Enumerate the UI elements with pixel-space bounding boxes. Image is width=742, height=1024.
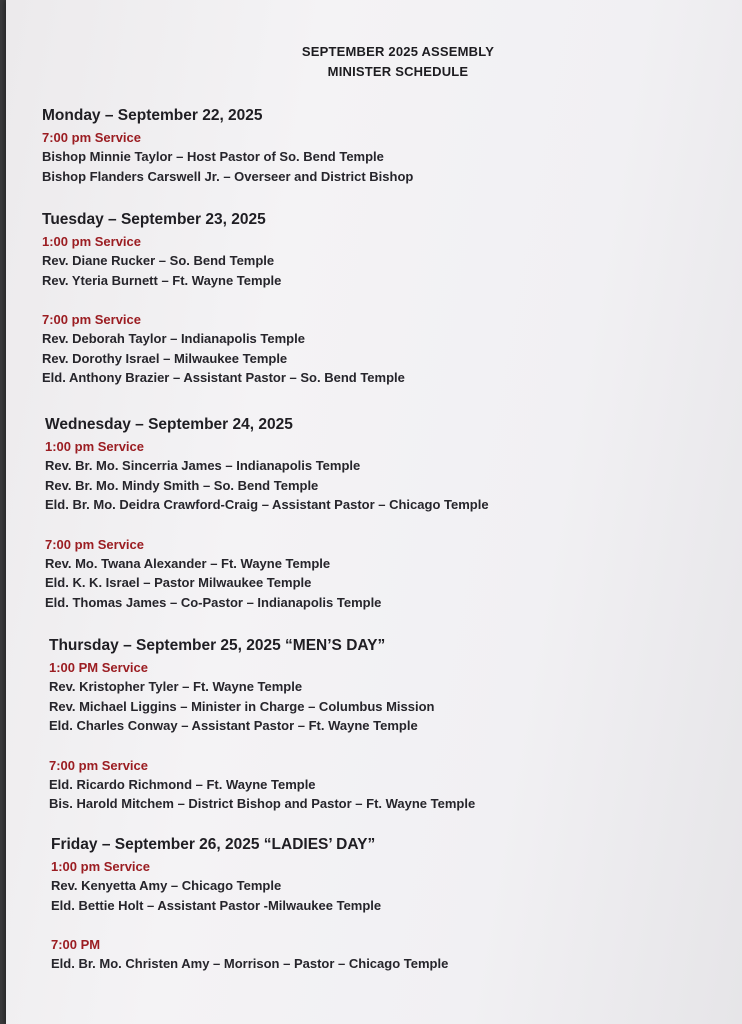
day-heading: Wednesday – September 24, 2025 — [45, 416, 293, 433]
minister-entry: Bishop Minnie Taylor – Host Pastor of So. Bend Temple — [42, 149, 384, 164]
minister-entry: Eld. Ricardo Richmond – Ft. Wayne Temple — [49, 776, 316, 792]
minister-entry: Rev. Kenyetta Amy – Chicago Temple — [51, 878, 282, 893]
minister-entry: Eld. Charles Conway – Assistant Pastor – Ft. Wayne Temple — [49, 718, 418, 733]
document-subtitle: MINISTER SCHEDULE — [327, 64, 469, 79]
minister-entry: Rev. Mo. Twana Alexander – Ft. Wayne Temple — [45, 555, 331, 571]
minister-entry: Eld. Br. Mo. Christen Amy – Morrison – Pastor – Chicago Temple — [51, 956, 449, 971]
service-time: 1:00 pm Service — [42, 234, 142, 249]
day-heading: Friday – September 26, 2025 “LADIES’ DAY” — [51, 836, 376, 853]
service-time: 7:00 PM — [51, 937, 101, 952]
minister-entry: Eld. Thomas James – Co-Pastor – Indianapolis Temple — [45, 594, 382, 610]
service-group — [42, 128, 413, 186]
minister-entry: Rev. Yteria Burnett – Ft. Wayne Temple — [42, 272, 282, 288]
minister-entry: Rev. Diane Rucker – So. Bend Temple — [42, 253, 275, 268]
minister-entry: Rev. Deborah Taylor – Indianapolis Temple — [42, 331, 305, 346]
day-heading: Tuesday – September 23, 2025 — [42, 211, 266, 228]
service-time: 7:00 pm Service — [49, 757, 149, 773]
minister-entry: Bishop Flanders Carswell Jr. – Overseer and District Bishop — [42, 168, 414, 184]
service-group — [45, 535, 489, 613]
service-time: 1:00 pm Service — [45, 439, 145, 454]
minister-entry: Eld. Br. Mo. Deidra Crawford-Craig – Assistant Pastor – Chicago Temple — [45, 497, 489, 512]
day-section-wednesday — [45, 415, 489, 612]
day-section-monday — [42, 106, 413, 186]
service-time: 7:00 pm Service — [42, 130, 142, 145]
service-group — [51, 857, 448, 915]
minister-entry: Rev. Dorothy Israel – Milwaukee Temple — [42, 350, 288, 366]
document-title: SEPTEMBER 2025 ASSEMBLY — [301, 44, 495, 59]
service-time: 1:00 PM Service — [49, 660, 149, 675]
service-group — [45, 437, 489, 515]
day-heading: Thursday – September 25, 2025 “MEN’S DAY” — [49, 637, 386, 654]
service-group — [42, 232, 405, 290]
minister-entry: Rev. Kristopher Tyler – Ft. Wayne Temple — [49, 679, 303, 694]
service-time: 7:00 pm Service — [45, 536, 145, 552]
minister-entry: Eld. Bettie Holt – Assistant Pastor -Milwaukee Temple — [51, 897, 382, 913]
service-group — [49, 756, 475, 814]
minister-entry: Eld. K. K. Israel – Pastor Milwaukee Temple — [45, 575, 312, 590]
day-heading: Monday – September 22, 2025 — [42, 107, 263, 124]
minister-entry: Eld. Anthony Brazier – Assistant Pastor – So. Bend Temple — [42, 370, 405, 385]
minister-entry: Rev. Br. Mo. Sincerria James – Indianapolis Temple — [45, 458, 361, 473]
minister-entry: Bis. Harold Mitchem – District Bishop and Pastor – Ft. Wayne Temple — [49, 796, 476, 811]
minister-entry: Rev. Michael Liggins – Minister in Charge – Columbus Mission — [49, 698, 435, 714]
day-section-friday — [51, 835, 448, 974]
day-section-thursday — [49, 636, 475, 814]
day-section-tuesday — [42, 210, 405, 388]
service-time: 1:00 pm Service — [51, 859, 151, 874]
service-time: 7:00 pm Service — [42, 312, 142, 327]
service-group — [49, 658, 475, 736]
service-group — [51, 935, 448, 974]
service-group — [42, 310, 405, 388]
minister-entry: Rev. Br. Mo. Mindy Smith – So. Bend Temple — [45, 477, 319, 493]
